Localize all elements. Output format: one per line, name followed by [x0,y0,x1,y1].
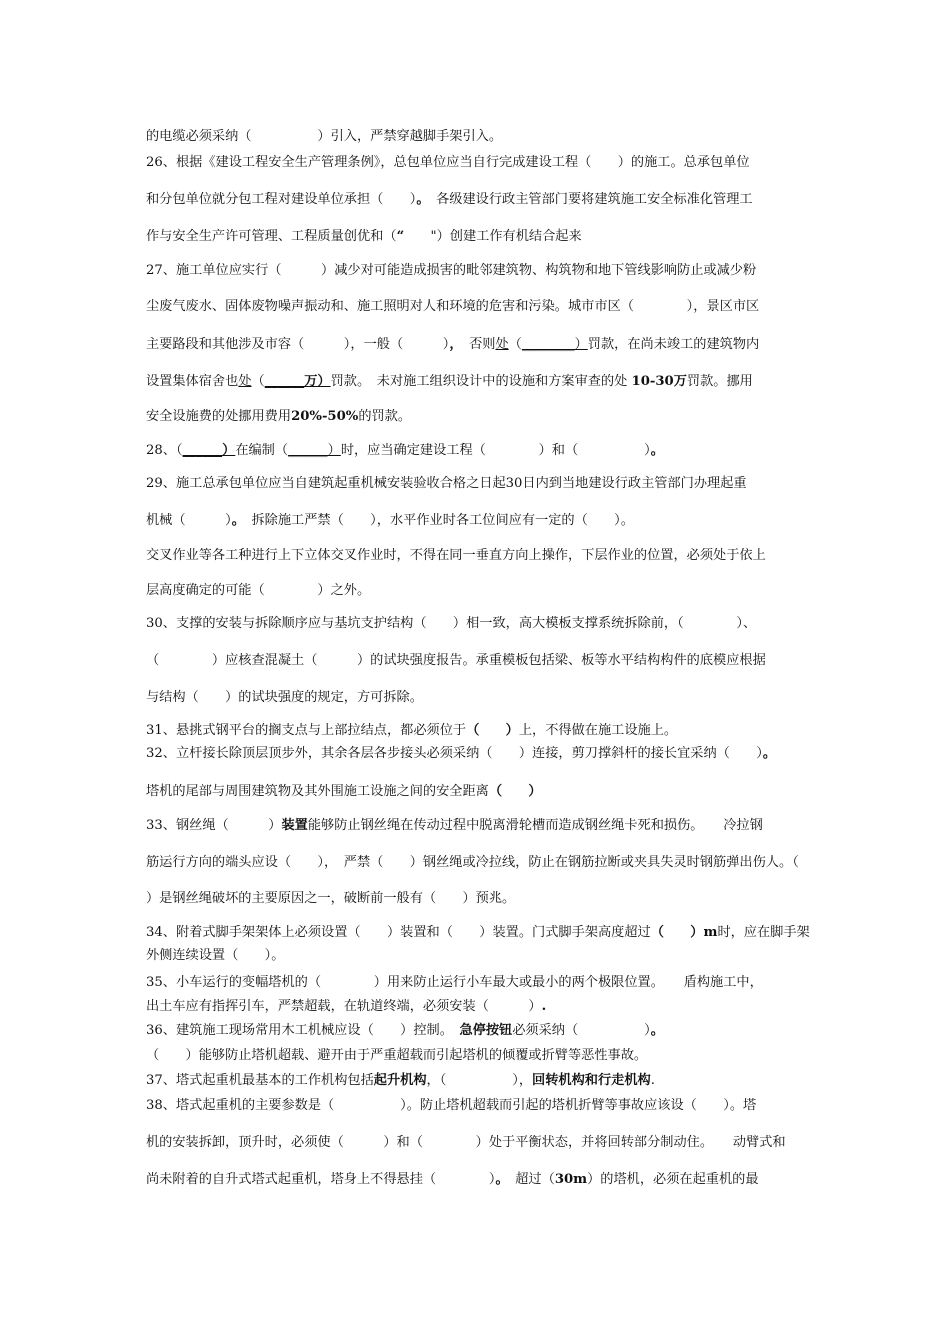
text-line: 尚未附着的自升式塔式起重机，塔身上不得悬挂（ ）。 超过（30m）的塔机，必须在起重机的最 [146,1172,759,1187]
item-30-line: 30、支撑的安装与拆除顺序应与基坑支护结构（ ）相一致，高大模板支撑系统拆除前，（ ）、 [146,616,757,631]
text-line: 筋运行方向的端头应设（ ）， 严禁（ ）钢丝绳或冷拉线，防止在钢筋拉断或夹具失灵时钢筋弹出伤人。（ [146,855,799,870]
text-line: 安全设施费的处挪用费用20%-50%的罚款。 [146,409,412,424]
item-34-line: 34、附着式脚手架架体上必须设置（ ）装置和（ ）装置。门式脚手架高度超过（ ）m时，应在脚手架 [146,925,810,940]
item-31-line: 31、悬挑式钢平台的搁支点与上部拉结点，都必须位于（ ）上，不得做在施工设施上。 [146,723,678,738]
text-line: 主要路段和其他涉及市容（ ），一般（ ）， 否则处（________）罚款，在尚未竣工的建筑物内 [146,337,760,352]
text-line: （ ）应核查混凝土（ ）的试块强度报告。承重模板包括梁、板等水平结构构件的底模应根据 [146,653,766,668]
item-35-line: 35、小车运行的变幅塔机的（ ）用来防止运行小车最大或最小的两个极限位置。 盾构施工中， [146,975,763,990]
text-line: 与结构（ ）的试块强度的规定，方可拆除。 [146,690,423,705]
item-28-line: 28、（______）在编制（______）时，应当确定建设工程（ ）和（ ）。 [146,443,664,458]
item-33-line: 33、钢丝绳（ ）装置能够防止钢丝绳在传动过程中脱离滑轮槽而造成钢丝绳卡死和损伤。 冷拉钢 [146,818,763,833]
item-36-line: 36、建筑施工现场常用木工机械应设（ ）控制。 急停按钮必须采纳（ ）。 [146,1023,664,1038]
text-line: 和分包单位就分包工程对建设单位承担（ ）。 各级建设行政主管部门要将建筑施工安全标准化管理工 [146,192,753,207]
item-37-line: 37、塔式起重机最基本的工作机构包括起升机构，（ ），回转机构和行走机构. [146,1073,655,1088]
text-line: 外侧连续设置（ ）。 [146,948,285,963]
item-29-line: 29、施工总承包单位应当自建筑起重机械安装验收合格之日起30日内到当地建设行政主管部门办理起重 [146,476,747,491]
item-26-line: 26、根据《建设工程安全生产管理条例》，总包单位应当自行完成建设工程（ ）的施工。总承包单位 [146,155,750,170]
text-line: 机的安装拆卸，顶升时，必须使（ ）和（ ）处于平衡状态，并将回转部分制动住。 动臂式和 [146,1135,786,1150]
text-line: ）是钢丝绳破坏的主要原因之一，破断前一般有（ ）预兆。 [146,891,516,906]
text-line: 交叉作业等各工种进行上下立体交叉作业时，不得在同一垂直方向上操作，下层作业的位置，必须处于依上 [146,548,766,563]
text-line: 尘废气废水、固体废物噪声振动和、施工照明对人和环境的危害和污染。城市市区（ ），景区市区 [146,299,760,314]
text-line: 层高度确定的可能（ ）之外。 [146,583,371,598]
text-line: 出土车应有指挥引车，严禁超载，在轨道终端，必须安装（ ）. [146,999,547,1014]
text-line: 作与安全生产许可管理、工程质量创优和（“ "）创建工作有机结合起来 [146,229,582,244]
item-38-line: 38、塔式起重机的主要参数是（ ）。防止塔机超载而引起的塔机折臂等事故应该设（ ）。塔 [146,1098,757,1113]
item-27-line: 27、施工单位应实行（ ）减少对可能造成损害的毗邻建筑物、构筑物和地下管线影响防止或减少粉 [146,263,757,278]
text-line: （ ）能够防止塔机超载、避开由于严重超载而引起塔机的倾覆或折臂等恶性事故。 [146,1048,648,1063]
item-32-line: 32、立杆接长除顶层顶步外，其余各层各步接头必须采纳（ ）连接，剪刀撑斜杆的接长宜采纳（ ）。 [146,746,776,761]
text-line: 设置集体宿舍也处（______万）罚款。 未对施工组织设计中的设施和方案审查的处 10-30万罚款。挪用 [146,374,753,389]
text-line: 的电缆必须采纳（ ）引入，严禁穿越脚手架引入。 [146,129,503,144]
text-line: 机械（ ）。 拆除施工严禁（ ），水平作业时各工位间应有一定的（ ）。 [146,513,634,528]
text-line: 塔机的尾部与周围建筑物及其外围施工设施之间的安全距离（ ） [146,784,542,799]
